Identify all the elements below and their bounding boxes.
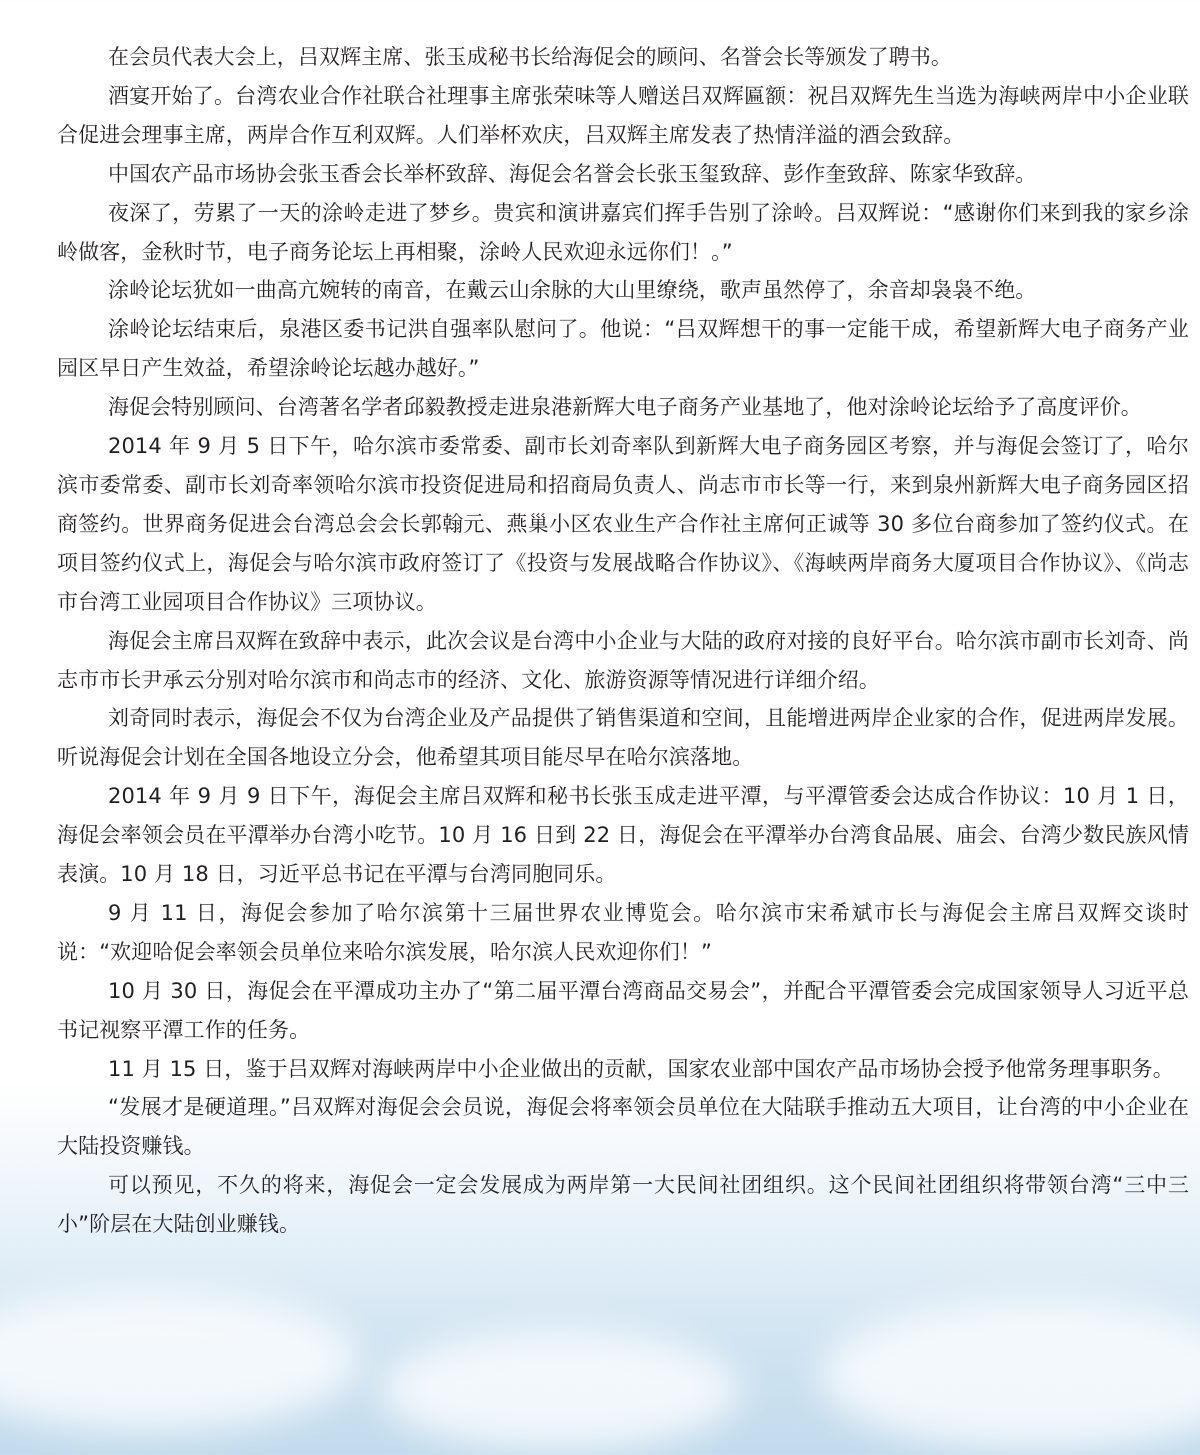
paragraph: 涂岭论坛犹如一曲高亢婉转的南音，在戴云山余脉的大山里缭绕，歌声虽然停了，余音却袅袅不绝。 xyxy=(108,278,1037,303)
paragraph: 9 月 11 日，海促会参加了哈尔滨第十三届世界农业博览会。哈尔滨市宋希斌市长与海促会主席吕双辉交谈时说：“欢迎哈促会率领会员单位来哈尔滨发展，哈尔滨人民欢迎你们！” xyxy=(57,900,1189,964)
background-cloud xyxy=(380,1330,740,1450)
background-cloud xyxy=(820,1300,1200,1450)
paragraph: 11 月 15 日，鉴于吕双辉对海峡两岸中小企业做出的贡献，国家农业部中国农产品市场协会授予他常务理事职务。 xyxy=(108,1056,1174,1081)
paragraph: 可以预见，不久的将来，海促会一定会发展成为两岸第一大民间社团组织。这个民间社团组织将带领台湾“三中三小”阶层在大陆创业赚钱。 xyxy=(57,1173,1189,1237)
background-cloud xyxy=(0,1290,360,1430)
paragraph: 在会员代表大会上，吕双辉主席、张玉成秘书长给海促会的顾问、名誉会长等颁发了聘书。 xyxy=(108,45,952,69)
paragraph: 海促会特别顾问、台湾著名学者邱毅教授走进泉港新辉大电子商务产业基地了，他对涂岭论坛给予了高度评价。 xyxy=(108,395,1142,420)
article-body xyxy=(57,38,1189,1244)
paragraph: “发展才是硬道理。”吕双辉对海促会会员说，海促会将率领会员单位在大陆联手推动五大项目，让台湾的中小企业在大陆投资赚钱。 xyxy=(57,1095,1189,1159)
paragraph: 海促会主席吕双辉在致辞中表示，此次会议是台湾中小企业与大陆的政府对接的良好平台。哈尔滨市副市长刘奇、尚志市市长尹承云分别对哈尔滨市和尚志市的经济、文化、旅游资源等情况进行详细介绍。 xyxy=(57,628,1189,692)
paragraph: 10 月 30 日，海促会在平潭成功主办了“第二届平潭台湾商品交易会”，并配合平潭管委会完成国家领导人习近平总书记视察平潭工作的任务。 xyxy=(57,978,1189,1042)
paragraph: 2014 年 9 月 9 日下午，海促会主席吕双辉和秘书长张玉成走进平潭，与平潭管委会达成合作协议：10 月 1 日，海促会率领会员在平潭举办台湾小吃节。10 月 16 日到 22 日，海促会在平潭举办台湾食品展、庙会、台湾少数民族风情表演。10 月 18 日，习近平总书记在平潭与台湾同胞同乐。 xyxy=(57,784,1189,887)
paragraph: 涂岭论坛结束后，泉港区委书记洪自强率队慰问了。他说：“吕双辉想干的事一定能干成，希望新辉大电子商务产业园区早日产生效益，希望涂岭论坛越办越好。” xyxy=(57,317,1189,381)
paragraph: 酒宴开始了。台湾农业合作社联合社理事主席张荣味等人赠送吕双辉匾额：祝吕双辉先生当选为海峡两岸中小企业联合促进会理事主席，两岸合作互利双辉。人们举杯欢庆，吕双辉主席发表了热情洋溢的酒会致辞。 xyxy=(57,83,1189,147)
paragraph: 夜深了，劳累了一天的涂岭走进了梦乡。贵宾和演讲嘉宾们挥手告别了涂岭。吕双辉说：“感谢你们来到我的家乡涂岭做客，金秋时节，电子商务论坛上再相聚，涂岭人民欢迎永远你们！。” xyxy=(57,200,1189,264)
paragraph: 刘奇同时表示，海促会不仅为台湾企业及产品提供了销售渠道和空间，且能增进两岸企业家的合作，促进两岸发展。听说海促会计划在全国各地设立分会，他希望其项目能尽早在哈尔滨落地。 xyxy=(57,706,1189,770)
paragraph: 2014 年 9 月 5 日下午，哈尔滨市委常委、副市长刘奇率队到新辉大电子商务园区考察，并与海促会签订了，哈尔滨市委常委、副市长刘奇率领哈尔滨市投资促进局和招商局负责人、尚志市市长等一行，来到泉州新辉大电子商务园区招商签约。世界商务促进会台湾总会会长郭翰元、燕巢小区农业生产合作社主席何正诚等 30 多位台商参加了签约仪式。在项目签约仪式上，海促会与哈尔滨市政府签订了《投资与发展战略合作协议》、《海峡两岸商务大厦项目合作协议》、《尚志市台湾工业园项目合作协议》三项协议。 xyxy=(57,434,1189,614)
paragraph: 中国农产品市场协会张玉香会长举杯致辞、海促会名誉会长张玉玺致辞、彭作奎致辞、陈家华致辞。 xyxy=(108,161,1037,186)
